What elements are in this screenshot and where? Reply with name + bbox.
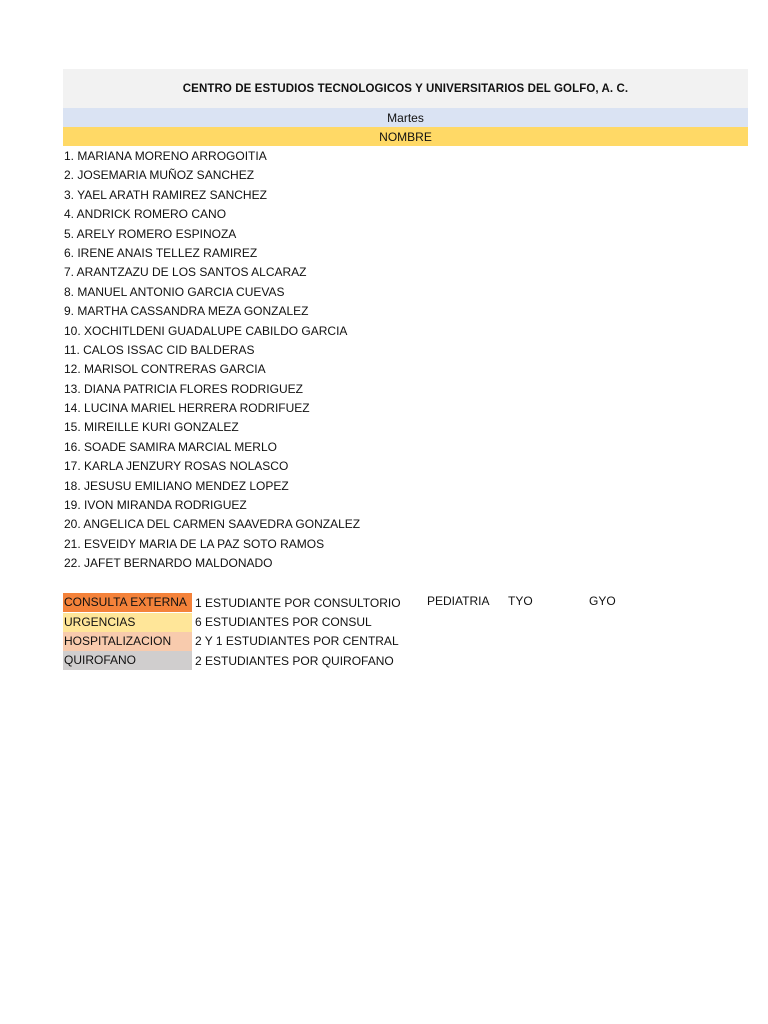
legend-label: HOSPITALIZACION: [63, 632, 192, 651]
list-item: 11. CALOS ISSAC CID BALDERAS: [64, 342, 255, 357]
list-item: 2. JOSEMARIA MUÑOZ SANCHEZ: [64, 168, 255, 183]
list-item: 1. MARIANA MORENO ARROGOITIA: [64, 149, 267, 163]
list-item: 15. MIREILLE KURI GONZALEZ: [64, 420, 239, 435]
student-list: [63, 147, 748, 574]
legend-description: 1 ESTUDIANTE POR CONSULTORIO: [195, 595, 401, 610]
legend-label: CONSULTA EXTERNA: [63, 593, 192, 612]
list-item: 3. YAEL ARATH RAMIREZ SANCHEZ: [64, 187, 267, 202]
assignment-legend: [63, 593, 683, 671]
list-item: 8. MANUEL ANTONIO GARCIA CUEVAS: [64, 284, 285, 299]
list-item: 22. JAFET BERNARDO MALDONADO: [64, 556, 273, 571]
list-item: 9. MARTHA CASSANDRA MEZA GONZALEZ: [64, 304, 309, 319]
list-item: 21. ESVEIDY MARIA DE LA PAZ SOTO RAMOS: [64, 536, 325, 551]
legend-row-hospitalizacion: [63, 632, 683, 651]
list-item: 5. ARELY ROMERO ESPINOZA: [64, 226, 237, 241]
column-header-nombre: NOMBRE: [63, 127, 748, 146]
column-gyo: GYO: [589, 594, 616, 608]
column-tyo: TYO: [508, 594, 533, 608]
day-label: Martes: [63, 108, 748, 127]
list-item: 12. MARISOL CONTRERAS GARCIA: [64, 362, 266, 377]
list-item: 19. IVON MIRANDA RODRIGUEZ: [64, 498, 247, 513]
legend-label: QUIROFANO: [63, 651, 192, 670]
legend-description: 2 Y 1 ESTUDIANTES POR CENTRAL: [195, 634, 399, 649]
list-item: 6. IRENE ANAIS TELLEZ RAMIREZ: [64, 245, 258, 260]
legend-row-urgencias: [63, 612, 683, 631]
list-item: 13. DIANA PATRICIA FLORES RODRIGUEZ: [64, 381, 303, 396]
list-item: 4. ANDRICK ROMERO CANO: [64, 207, 227, 222]
list-item: 7. ARANTZAZU DE LOS SANTOS ALCARAZ: [64, 265, 307, 280]
list-item: 16. SOADE SAMIRA MARCIAL MERLO: [64, 439, 277, 454]
legend-row-quirofano: [63, 651, 683, 670]
list-item: 17. KARLA JENZURY ROSAS NOLASCO: [64, 459, 289, 474]
list-item: 10. XOCHITLDENI GUADALUPE CABILDO GARCIA: [64, 323, 348, 338]
list-item: 20. ANGELICA DEL CARMEN SAAVEDRA GONZALEZ: [64, 517, 361, 532]
attendance-sheet: [63, 69, 748, 574]
legend-description: 6 ESTUDIANTES POR CONSUL: [195, 615, 372, 630]
column-pediatria: PEDIATRIA: [427, 594, 490, 608]
list-item: 14. LUCINA MARIEL HERRERA RODRIFUEZ: [64, 401, 310, 416]
legend-description: 2 ESTUDIANTES POR QUIROFANO: [195, 653, 394, 668]
list-item: 18. JESUSU EMILIANO MENDEZ LOPEZ: [64, 478, 289, 493]
legend-row-consulta-externa: [63, 593, 683, 612]
sheet-title: CENTRO DE ESTUDIOS TECNOLOGICOS Y UNIVERSITARIOS DEL GOLFO, A. C.: [63, 69, 748, 108]
legend-label: URGENCIAS: [63, 613, 192, 632]
